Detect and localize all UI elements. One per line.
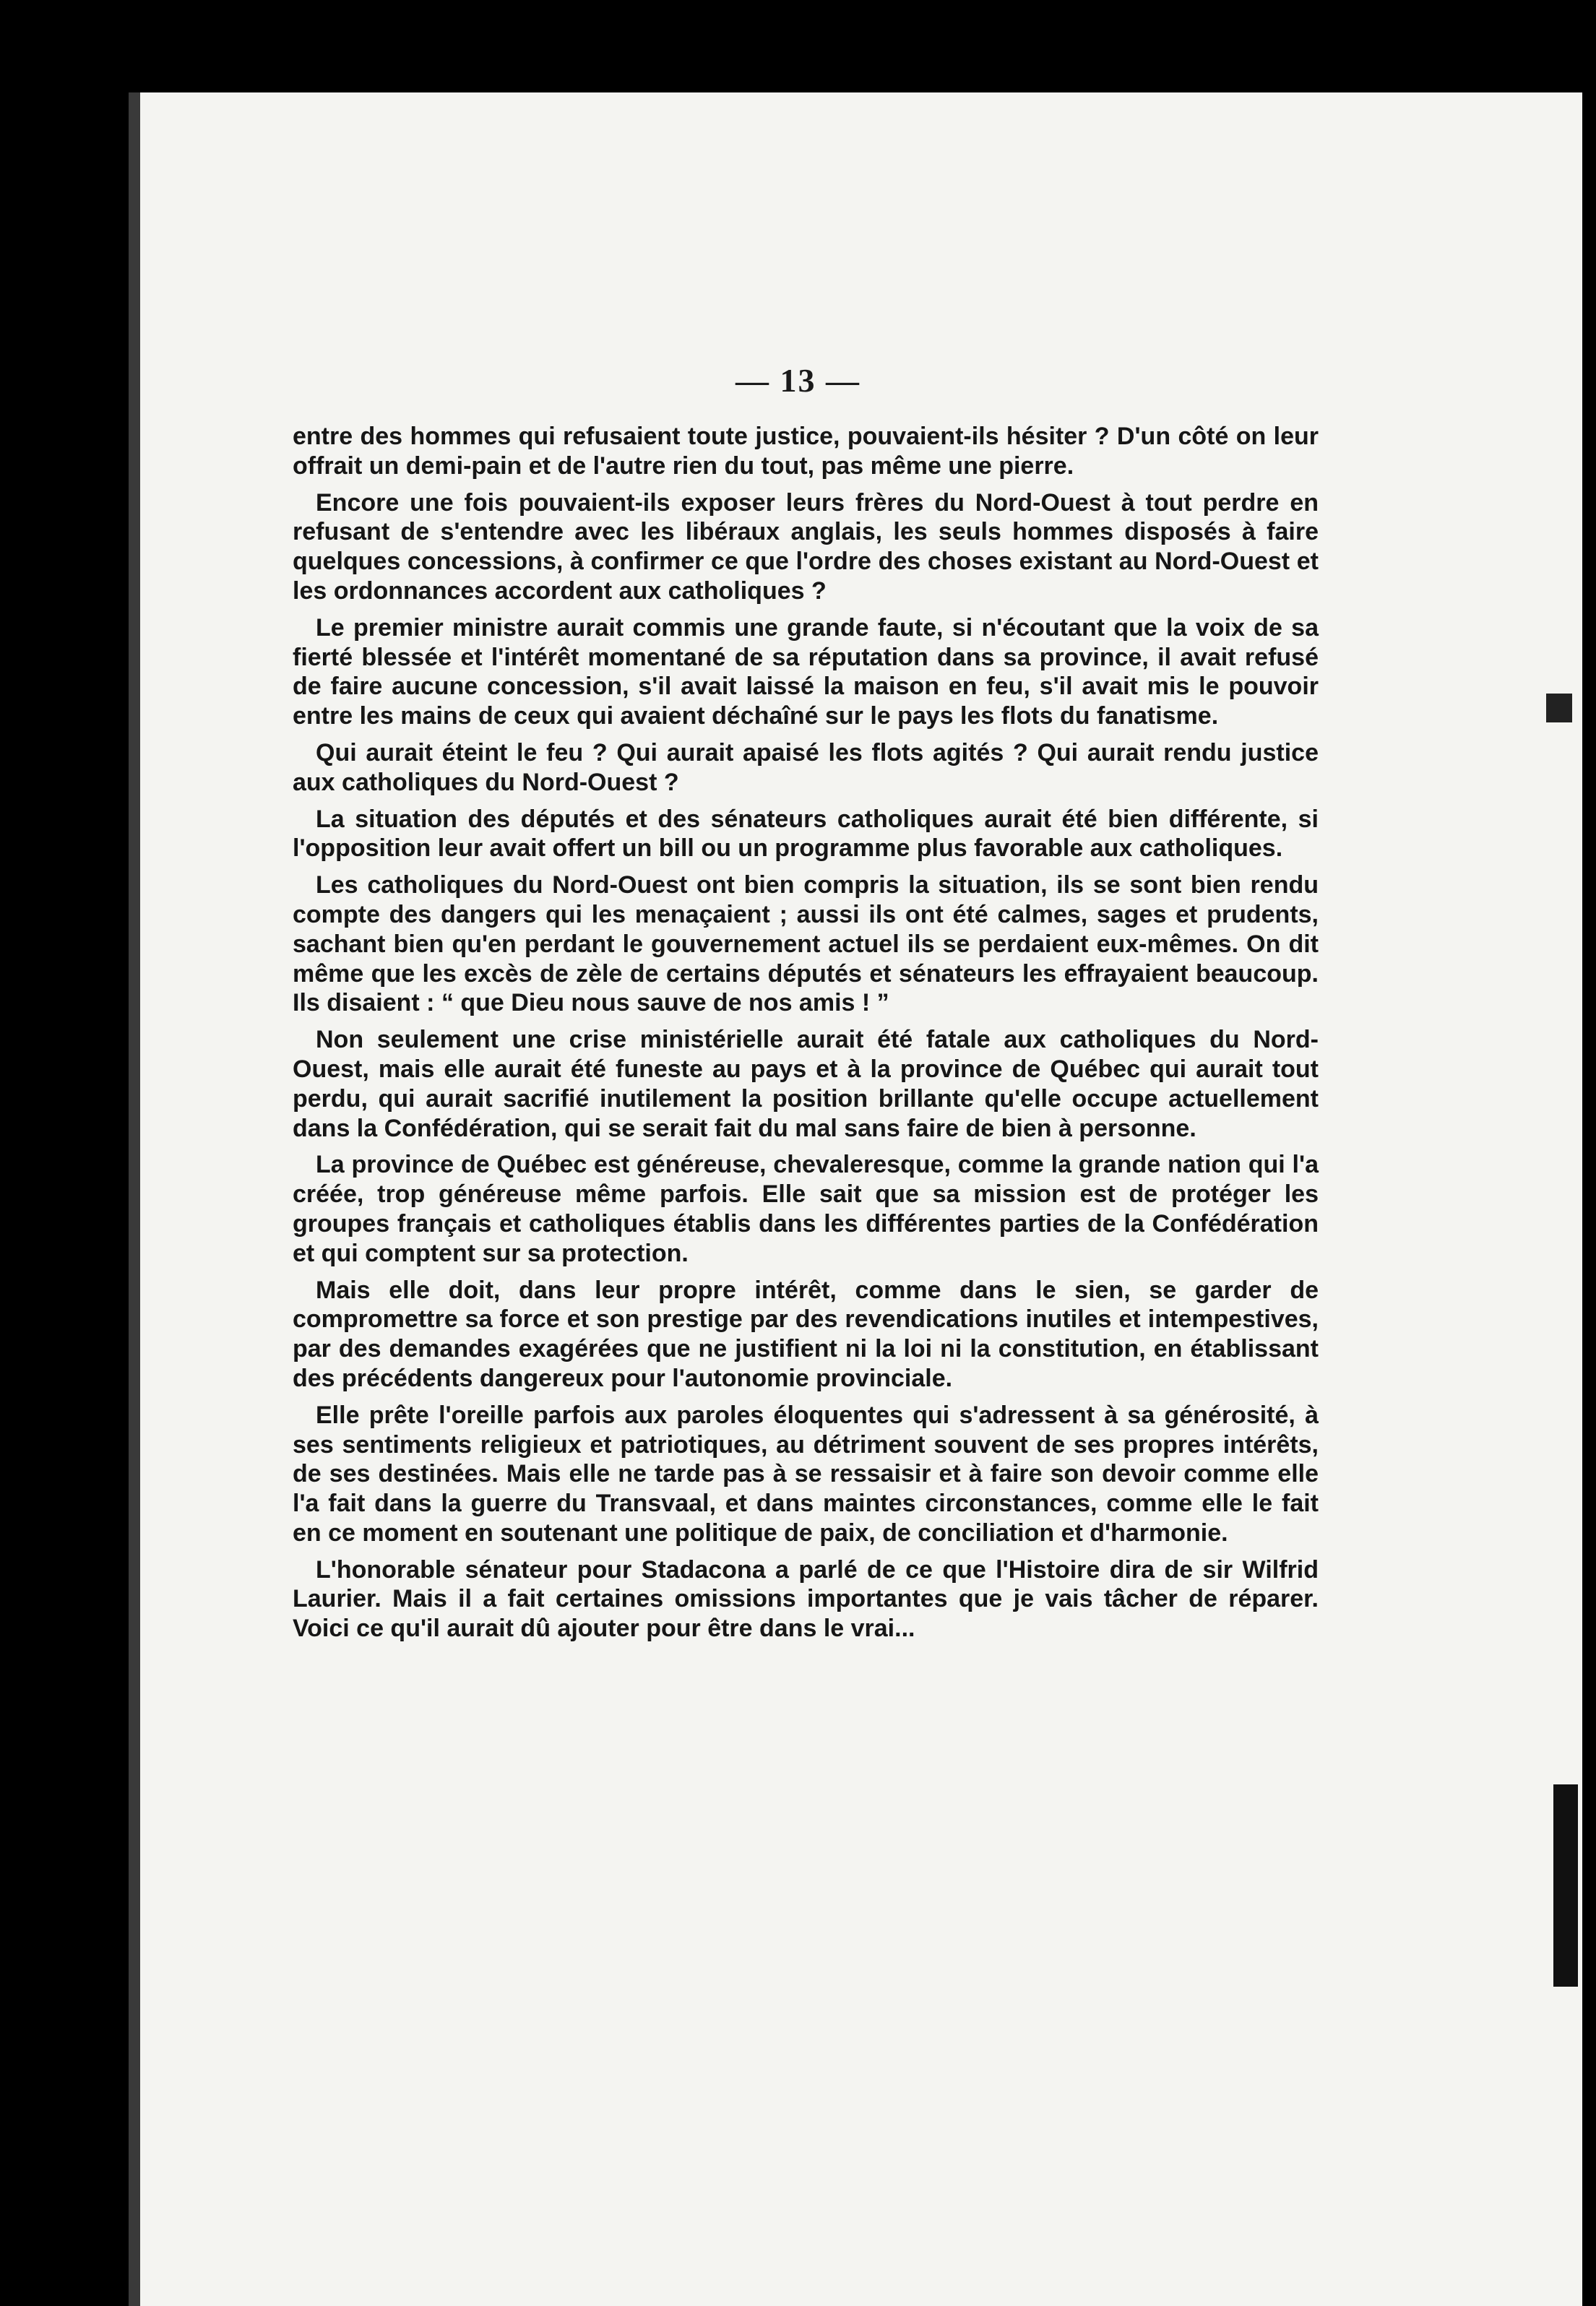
paragraph: Qui aurait éteint le feu ? Qui aurait apaisé les flots agités ? Qui aurait rendu justice aux catholiques du Nord-Ouest ? [293, 738, 1319, 796]
edge-shadow [1553, 1784, 1578, 1987]
body-text [293, 422, 1319, 1651]
paragraph: Encore une fois pouvaient-ils exposer leurs frères du Nord-Ouest à tout perdre en refusant de s'entendre avec les libéraux anglais, les seuls hommes disposés à faire quelques concessions, à confirmer ce que l'ordre des choses existant au Nord-Ouest et les ordonnances accordent aux catholiques ? [293, 488, 1319, 605]
binding-edge [129, 92, 140, 2306]
paragraph: La situation des députés et des sénateurs catholiques aurait été bien différente, si l'opposition leur avait offert un bill ou un programme plus favorable aux catholiques. [293, 805, 1319, 863]
paragraph: Elle prête l'oreille parfois aux paroles éloquentes qui s'adressent à sa générosité, à ses sentiments religieux et patriotiques, au détriment souvent de ses propres intérêts, de ses destinées. Mais elle ne tarde pas à se ressaisir et à faire son devoir comme elle l'a fait dans la guerre du Transvaal, et dans maintes circonstances, comme elle le fait en ce moment en soutenant une politique de paix, de conciliation et d'harmonie. [293, 1401, 1319, 1547]
paragraph: Non seulement une crise ministérielle aurait été fatale aux catholiques du Nord-Ouest, mais elle aurait été funeste au pays et à la province de Québec qui aurait tout perdu, qui aurait sacrifié inutilement la position brillante qu'elle occupe actuellement dans la Confédération, qui se serait fait du mal sans faire de bien à personne. [293, 1026, 1319, 1142]
paragraph: L'honorable sénateur pour Stadacona a parlé de ce que l'Histoire dira de sir Wilfrid Laurier. Mais il a fait certaines omissions importantes que je vais tâcher de réparer. Voici ce qu'il aurait dû ajouter pour être dans le vrai... [293, 1555, 1319, 1643]
paragraph: Mais elle doit, dans leur propre intérêt, comme dans le sien, se garder de compromettre sa force et son prestige par des revendications inutiles et intempestives, par des demandes exagérées que ne justifient ni la loi ni la constitution, en établissant des précédents dangereux pour l'autonomie provinciale. [293, 1276, 1319, 1392]
paragraph: La province de Québec est généreuse, chevaleresque, comme la grande nation qui l'a créée, trop généreuse même parfois. Elle sait que sa mission est de protéger les groupes français et catholiques établis dans les différentes parties de la Confédération et qui comptent sur sa protection. [293, 1151, 1319, 1267]
edge-shadow [1546, 694, 1572, 722]
paragraph: Le premier ministre aurait commis une grande faute, si n'écoutant que la voix de sa fierté blessée et l'intérêt momentané de sa réputation dans sa province, il avait refusé de faire aucune concession, s'il avait laissé la maison en feu, s'il avait mis le pouvoir entre les mains de ceux qui avaient déchaîné sur le pays les flots du fanatisme. [293, 613, 1319, 730]
page-number: — 13 — [736, 362, 860, 399]
paragraph: Les catholiques du Nord-Ouest ont bien compris la situation, ils se sont bien rendu compte des dangers qui les menaçaient ; aussi ils ont été calmes, sages et prudents, sachant bien qu'en perdant le gouvernement actuel ils se perdaient eux-mêmes. On dit même que les excès de zèle de certains députés et sénateurs les effrayaient beaucoup. Ils disaient : “ que Dieu nous sauve de nos amis ! ” [293, 871, 1319, 1017]
paragraph: entre des hommes qui refusaient toute justice, pouvaient-ils hésiter ? D'un côté on leur offrait un demi-pain et de l'autre rien du tout, pas même une pierre. [293, 423, 1319, 480]
